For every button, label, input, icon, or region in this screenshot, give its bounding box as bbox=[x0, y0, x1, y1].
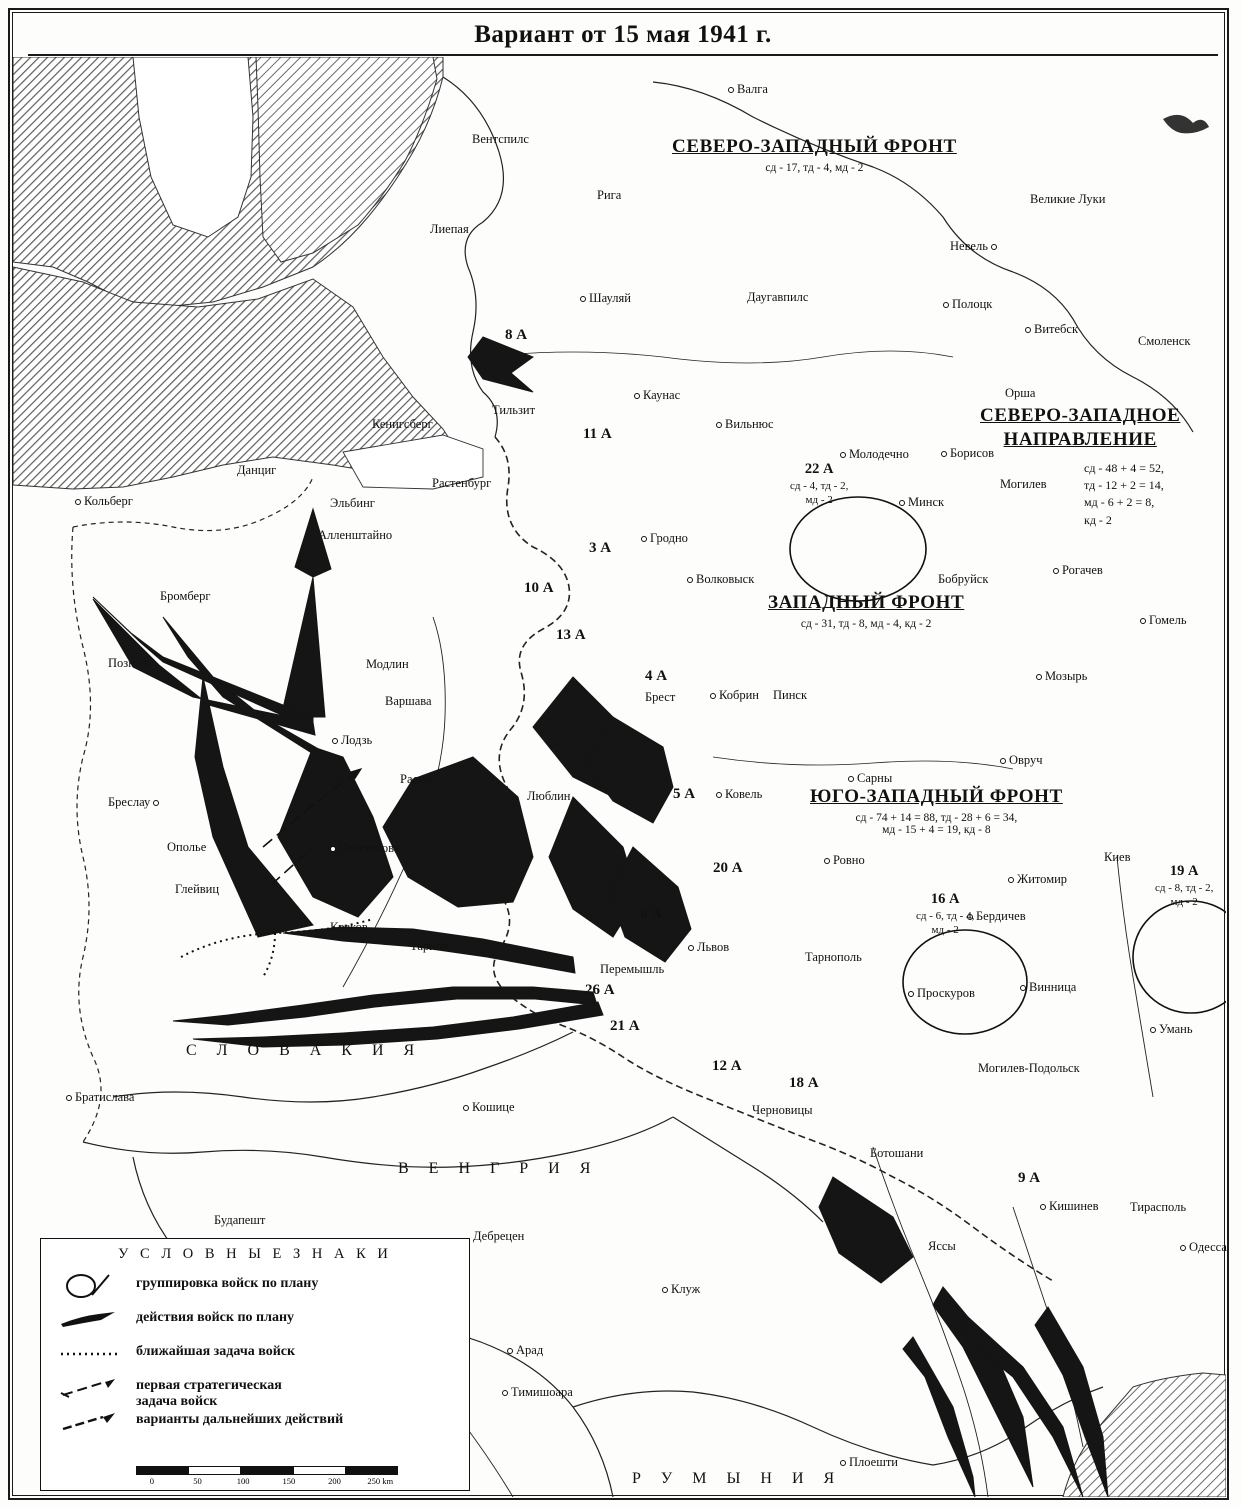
legend-item-label: группировка войск по плану bbox=[136, 1276, 319, 1291]
city-name: Валга bbox=[737, 82, 768, 96]
city-dot bbox=[840, 452, 846, 458]
city-name: Лодзь bbox=[341, 733, 373, 747]
direction-title-line2: НАПРАВЛЕНИЕ bbox=[1003, 428, 1157, 450]
army-label: 8 А bbox=[505, 327, 528, 343]
front-block-west bbox=[768, 592, 964, 630]
city-label bbox=[634, 388, 680, 403]
city-name: Великие Луки bbox=[1030, 192, 1106, 206]
city-name: Лиепая bbox=[430, 222, 469, 236]
city-name: Тарнополь bbox=[805, 950, 862, 964]
reserve-group-line: мд - 2 bbox=[931, 924, 959, 937]
city-dot bbox=[153, 800, 159, 806]
city-label bbox=[1025, 322, 1078, 337]
legend-item-label: варианты дальнейших действий bbox=[136, 1412, 344, 1427]
city-name: Рига bbox=[597, 188, 622, 202]
city-dot bbox=[66, 1095, 72, 1101]
city-name: Кобрин bbox=[719, 688, 759, 702]
city-dot bbox=[840, 1460, 846, 1466]
direction-line: мд - 6 + 2 = 8, bbox=[1084, 495, 1155, 510]
city-label bbox=[687, 572, 754, 587]
city-name: Рогачев bbox=[1062, 563, 1103, 577]
city-name: Волковыск bbox=[696, 572, 755, 586]
army-label: 3 А bbox=[589, 540, 612, 556]
city-name: Борисов bbox=[950, 446, 995, 460]
city-label bbox=[824, 853, 865, 868]
direction-line: кд - 2 bbox=[1084, 512, 1112, 527]
city-label bbox=[1140, 613, 1187, 628]
city-label bbox=[943, 297, 992, 312]
city-name: Кенигсберг bbox=[372, 417, 433, 431]
city-name: Могилев bbox=[1000, 477, 1047, 491]
city-label bbox=[1053, 563, 1103, 578]
front-composition: сд - 31, тд - 8, мд - 4, кд - 2 bbox=[800, 618, 932, 630]
city-label bbox=[1020, 980, 1076, 995]
legend-item bbox=[41, 1273, 469, 1307]
city-name: Шауляй bbox=[589, 291, 631, 305]
city-label bbox=[840, 447, 909, 462]
city-name: Гомель bbox=[1149, 613, 1187, 627]
legend-item bbox=[41, 1307, 469, 1341]
city-dot bbox=[688, 945, 694, 951]
city-label bbox=[385, 694, 432, 709]
legend-item-label-2: задача войск bbox=[136, 1394, 218, 1410]
city-dot bbox=[1008, 877, 1014, 883]
city-name: Даугавпилс bbox=[747, 290, 809, 304]
legend-items bbox=[41, 1273, 469, 1443]
city-name: Данциг bbox=[237, 463, 277, 477]
scale-tick: 0 bbox=[149, 1476, 154, 1486]
city-label bbox=[473, 1229, 524, 1244]
city-label bbox=[160, 589, 210, 604]
legend-item-label: действия войск по плану bbox=[136, 1310, 295, 1325]
city-label bbox=[950, 239, 997, 254]
city-label bbox=[908, 986, 975, 1001]
scale-tick: 150 bbox=[282, 1476, 296, 1486]
city-name: Ковель bbox=[725, 787, 763, 801]
city-dot bbox=[580, 296, 586, 302]
city-dot bbox=[507, 1348, 513, 1354]
city-label bbox=[848, 771, 892, 786]
city-name: Сарны bbox=[857, 771, 893, 785]
city-label bbox=[167, 840, 206, 855]
city-name: Винница bbox=[1029, 980, 1077, 994]
army-label: 5 А bbox=[673, 786, 696, 802]
direction-title-line1: СЕВЕРО-ЗАПАДНОЕ bbox=[980, 405, 1181, 426]
army-label: 4 А bbox=[645, 668, 668, 684]
city-label bbox=[330, 920, 368, 935]
city-name: Вентспилс bbox=[472, 132, 529, 146]
scale-tick: 200 bbox=[328, 1476, 341, 1486]
reserve-group-label bbox=[916, 890, 974, 937]
city-name: Перемышль bbox=[600, 962, 665, 976]
reserve-group-line: сд - 4, тд - 2, bbox=[790, 479, 849, 492]
city-dot bbox=[634, 393, 640, 399]
city-label bbox=[318, 528, 392, 543]
city-dot bbox=[330, 846, 336, 852]
city-name: Глейвиц bbox=[175, 882, 220, 896]
front-composition: сд - 17, тд - 4, мд - 2 bbox=[765, 162, 864, 174]
city-dot bbox=[716, 422, 722, 428]
city-name: Гродно bbox=[650, 531, 688, 545]
legend-item-label: ближайшая задача войск bbox=[136, 1344, 296, 1359]
city-dot bbox=[332, 738, 338, 744]
city-dot bbox=[899, 500, 905, 506]
city-name: Ополье bbox=[167, 840, 207, 854]
city-name: Пинск bbox=[773, 688, 808, 702]
city-name: Тимишоара bbox=[511, 1385, 573, 1399]
city-label bbox=[432, 476, 491, 491]
city-label bbox=[237, 463, 276, 478]
city-label bbox=[1104, 850, 1130, 865]
city-name: Ботошани bbox=[870, 1146, 924, 1160]
dotted-line-icon bbox=[41, 1341, 136, 1367]
scale-tick: 100 bbox=[236, 1476, 250, 1486]
front-composition-line1: сд - 74 + 14 = 88, тд - 28 + 6 = 34, bbox=[855, 812, 1018, 824]
city-label bbox=[710, 688, 759, 703]
city-label bbox=[773, 688, 807, 703]
city-label bbox=[840, 1455, 898, 1470]
city-dot bbox=[710, 693, 716, 699]
city-name: Братислава bbox=[75, 1090, 135, 1104]
legend-item bbox=[41, 1409, 469, 1443]
reserve-group-name: 16 А bbox=[930, 891, 960, 907]
reserve-group-line: мд - 2 bbox=[1170, 896, 1198, 909]
city-name: Черновицы bbox=[752, 1103, 813, 1117]
city-name: Модлин bbox=[366, 657, 409, 671]
city-name: Бреслау bbox=[108, 795, 151, 809]
front-title: ЗАПАДНЫЙ ФРОНТ bbox=[768, 592, 965, 613]
city-name: Плоешти bbox=[849, 1455, 898, 1469]
city-name: Кошице bbox=[472, 1100, 515, 1114]
attack-arrow-icon bbox=[41, 1307, 136, 1333]
front-composition-line2: мд - 15 + 4 = 19, кд - 8 bbox=[882, 824, 991, 836]
group-oval-icon bbox=[41, 1273, 136, 1299]
city-dot bbox=[908, 991, 914, 997]
city-name: Кольберг bbox=[84, 494, 133, 508]
city-name: Полоцк bbox=[952, 297, 993, 311]
front-block-sw bbox=[810, 786, 1063, 836]
city-name: Ченстохова bbox=[339, 841, 400, 855]
front-title: ЮГО-ЗАПАДНЫЙ ФРОНТ bbox=[810, 786, 1063, 807]
city-label bbox=[645, 690, 675, 705]
front-title: СЕВЕРО-ЗАПАДНЫЙ ФРОНТ bbox=[672, 136, 957, 157]
city-name: Вильнюс bbox=[725, 417, 774, 431]
city-name: Тильзит bbox=[492, 403, 536, 417]
city-label bbox=[967, 909, 1026, 924]
city-dot bbox=[941, 451, 947, 457]
city-label bbox=[332, 733, 372, 748]
front-block-nw bbox=[672, 136, 957, 174]
city-dot bbox=[728, 87, 734, 93]
city-name: Радом bbox=[400, 772, 433, 786]
city-dot bbox=[1040, 1204, 1046, 1210]
city-name: Молодечно bbox=[849, 447, 909, 461]
city-label bbox=[1150, 1022, 1193, 1037]
city-label bbox=[214, 1213, 265, 1228]
city-name: Растенбург bbox=[432, 476, 492, 490]
city-name: Бобруйск bbox=[938, 572, 989, 586]
city-dot bbox=[662, 1287, 668, 1293]
city-name: Клуж bbox=[671, 1282, 701, 1296]
city-dot bbox=[502, 1390, 508, 1396]
scale-tick: 50 bbox=[193, 1476, 202, 1486]
city-label bbox=[1180, 1240, 1227, 1255]
city-dot bbox=[75, 499, 81, 505]
city-label bbox=[527, 789, 570, 804]
city-label bbox=[597, 188, 621, 203]
city-label bbox=[1008, 872, 1067, 887]
city-dot bbox=[991, 244, 997, 250]
army-label: 6 А bbox=[640, 906, 663, 922]
army-label: 11 А bbox=[583, 426, 612, 442]
city-label bbox=[410, 939, 448, 954]
army-label: 13 А bbox=[556, 627, 586, 643]
city-name: Мозырь bbox=[1045, 669, 1088, 683]
scale-bar bbox=[136, 1466, 403, 1486]
city-name: Люблин bbox=[527, 789, 571, 803]
city-name: Каунас bbox=[643, 388, 681, 402]
city-label bbox=[978, 1061, 1080, 1076]
city-name: Алленштайно bbox=[318, 528, 393, 542]
city-dot bbox=[641, 536, 647, 542]
reserve-group-label bbox=[790, 460, 848, 507]
city-label bbox=[507, 1343, 543, 1358]
dashed-arrow-icon bbox=[41, 1375, 136, 1401]
army-label: 18 А bbox=[789, 1075, 819, 1091]
city-label bbox=[1040, 1199, 1098, 1214]
city-label bbox=[108, 656, 153, 671]
city-label bbox=[928, 1239, 956, 1254]
city-dot bbox=[943, 302, 949, 308]
city-name: Одесса bbox=[1189, 1240, 1227, 1254]
reserve-group-label bbox=[1155, 862, 1213, 909]
reserve-group-line: сд - 6, тд - 4, bbox=[916, 909, 975, 922]
city-label bbox=[366, 657, 409, 672]
city-name: Брест bbox=[645, 690, 676, 704]
city-name: Дебрецен bbox=[473, 1229, 525, 1243]
legend-box bbox=[40, 1238, 470, 1491]
city-dot bbox=[1180, 1245, 1186, 1251]
city-dot bbox=[848, 776, 854, 782]
reserve-group-line: мд - 2 bbox=[805, 494, 833, 507]
city-name: Ровно bbox=[833, 853, 865, 867]
city-name: Тирасполь bbox=[1130, 1200, 1187, 1214]
city-label bbox=[1000, 753, 1043, 768]
city-name: Варшава bbox=[385, 694, 432, 708]
city-label bbox=[747, 290, 808, 305]
reserve-group-name: 19 А bbox=[1169, 863, 1199, 879]
city-dot bbox=[1150, 1027, 1156, 1033]
city-name: Могилев-Подольск bbox=[978, 1061, 1080, 1075]
legend-item-label: первая стратегическая bbox=[136, 1378, 282, 1393]
city-name: Витебск bbox=[1034, 322, 1079, 336]
city-dot bbox=[1000, 758, 1006, 764]
city-label bbox=[805, 950, 862, 965]
city-name: Орша bbox=[1005, 386, 1036, 400]
country-label: Р У М Ы Н И Я bbox=[632, 1470, 843, 1487]
army-label: 21 А bbox=[610, 1018, 640, 1034]
city-label bbox=[330, 841, 399, 856]
city-dot bbox=[1053, 568, 1059, 574]
map-title-bar bbox=[28, 16, 1218, 56]
city-label bbox=[66, 1090, 134, 1105]
city-label bbox=[1005, 386, 1035, 401]
city-name: Кишинев bbox=[1049, 1199, 1099, 1213]
city-name: Овруч bbox=[1009, 753, 1043, 767]
city-label bbox=[1030, 192, 1105, 207]
city-label bbox=[330, 496, 375, 511]
country-label: В Е Н Г Р И Я bbox=[398, 1160, 599, 1177]
city-label bbox=[430, 222, 469, 237]
city-name: Бромберг bbox=[160, 589, 211, 603]
reserve-group-name: 22 А bbox=[804, 461, 834, 477]
city-label bbox=[400, 772, 433, 787]
city-name: Яссы bbox=[928, 1239, 956, 1253]
city-label bbox=[580, 291, 631, 306]
city-label bbox=[1036, 669, 1087, 684]
city-label bbox=[938, 572, 988, 587]
variant-arrow-icon bbox=[41, 1409, 136, 1435]
city-label bbox=[641, 531, 688, 546]
city-label bbox=[600, 962, 664, 977]
city-name: Познань bbox=[108, 656, 153, 670]
legend-title: У С Л О В Н Ы Е З Н А К И bbox=[118, 1246, 392, 1262]
city-label bbox=[716, 787, 762, 802]
city-name: Краков bbox=[330, 920, 368, 934]
city-label bbox=[75, 494, 133, 509]
army-label: 26 А bbox=[585, 982, 615, 998]
country-label: С Л О В А К И Я bbox=[186, 1042, 423, 1059]
legend-item bbox=[41, 1341, 469, 1375]
city-dot bbox=[687, 577, 693, 583]
city-name: Киев bbox=[1104, 850, 1131, 864]
city-label bbox=[492, 403, 535, 418]
city-name: Тарнов bbox=[410, 939, 448, 953]
city-label bbox=[108, 795, 159, 810]
city-name: Умань bbox=[1159, 1022, 1193, 1036]
scale-tick: 250 km bbox=[367, 1476, 394, 1486]
city-name: Будапешт bbox=[214, 1213, 266, 1227]
city-dot bbox=[1140, 618, 1146, 624]
city-dot bbox=[824, 858, 830, 864]
city-label bbox=[175, 882, 219, 897]
city-label bbox=[728, 82, 768, 97]
city-name: Львов bbox=[697, 940, 730, 954]
city-name: Невель bbox=[950, 239, 988, 253]
city-name: Житомир bbox=[1017, 872, 1068, 886]
city-label bbox=[870, 1146, 923, 1161]
city-dot bbox=[463, 1105, 469, 1111]
page-title: Вариант от 15 мая 1941 г. bbox=[474, 21, 772, 48]
city-label bbox=[662, 1282, 700, 1297]
reserve-group-line: сд - 8, тд - 2, bbox=[1155, 881, 1214, 894]
city-label bbox=[472, 132, 529, 147]
city-name: Минск bbox=[908, 495, 945, 509]
army-label: 10 А bbox=[524, 580, 554, 596]
city-name: Бердичев bbox=[976, 909, 1026, 923]
city-label bbox=[1130, 1200, 1186, 1215]
city-name: Эльбинг bbox=[330, 496, 375, 510]
city-name: Проскуров bbox=[917, 986, 975, 1000]
city-dot bbox=[716, 792, 722, 798]
city-label bbox=[502, 1385, 573, 1400]
city-dot bbox=[1036, 674, 1042, 680]
city-name: Смоленск bbox=[1138, 334, 1191, 348]
army-label: 12 А bbox=[712, 1058, 742, 1074]
city-label bbox=[716, 417, 774, 432]
city-dot bbox=[1020, 985, 1026, 991]
direction-line: тд - 12 + 2 = 14, bbox=[1084, 477, 1164, 492]
city-label bbox=[688, 940, 729, 955]
direction-line: сд - 48 + 4 = 52, bbox=[1084, 460, 1164, 475]
city-label bbox=[372, 417, 433, 432]
city-name: Арад bbox=[516, 1343, 544, 1357]
direction-block bbox=[980, 404, 1180, 529]
legend-item bbox=[41, 1375, 469, 1409]
city-label bbox=[752, 1103, 813, 1118]
city-label bbox=[463, 1100, 515, 1115]
city-dot bbox=[1025, 327, 1031, 333]
city-label bbox=[899, 495, 944, 510]
army-label: 9 А bbox=[1018, 1170, 1041, 1186]
city-label bbox=[1138, 334, 1190, 349]
army-label: 20 А bbox=[713, 860, 743, 876]
